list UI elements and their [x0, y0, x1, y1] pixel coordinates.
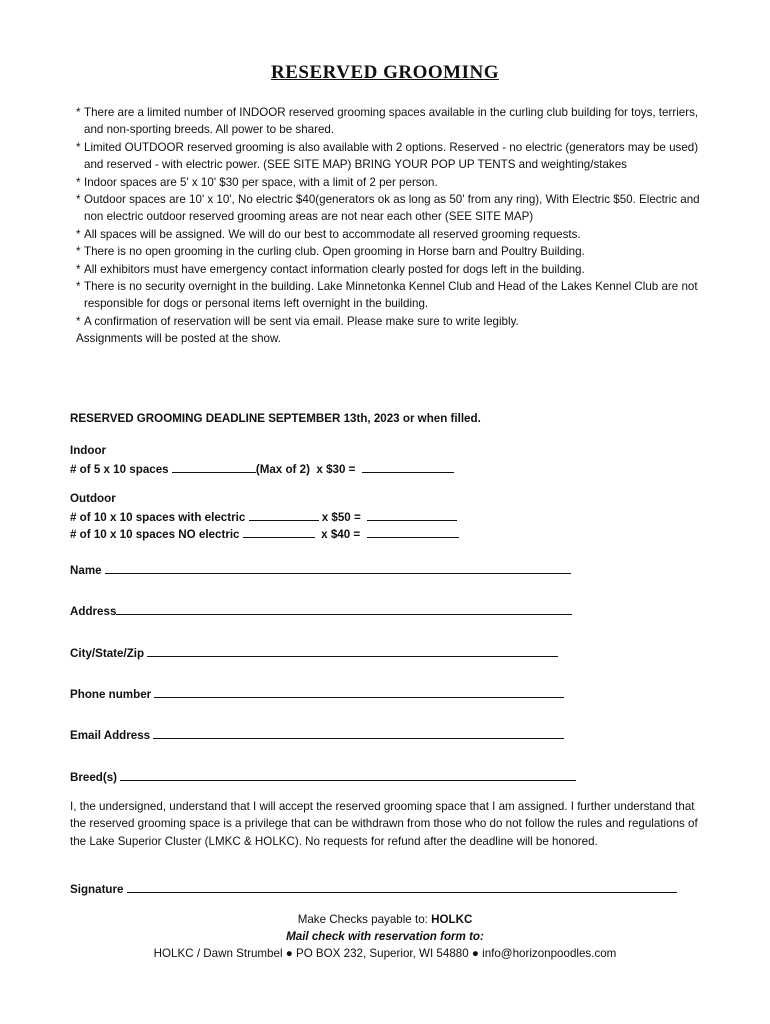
indoor-quantity-field[interactable] — [172, 461, 256, 473]
deadline-heading: RESERVED GROOMING DEADLINE SEPTEMBER 13th, 2023 or when filled. — [70, 412, 481, 425]
email-row: Email Address — [70, 727, 564, 742]
checks-payable-line: Make Checks payable to: HOLKC — [297, 913, 473, 926]
address-field[interactable] — [116, 603, 572, 615]
page-title: RESERVED GROOMING — [271, 62, 499, 83]
list-item: * All exhibitors must have emergency contact information clearly posted for dogs left in the building. — [76, 262, 585, 276]
email-field[interactable] — [153, 727, 564, 739]
outdoor-no-electric-line: # of 10 x 10 spaces NO electric x $40 = — [70, 526, 459, 541]
outdoor-label: Outdoor — [70, 492, 116, 505]
list-item: * Limited OUTDOOR reserved grooming is also available with 2 options. Reserved - no electric (generators may be used) and reserved - with electric power. (SEE SITE MAP) BRING YOUR POP UP TENTS and weighting/stakes — [76, 140, 699, 172]
name-field[interactable] — [105, 562, 571, 574]
list-item: * A confirmation of reservation will be sent via email. Please make sure to write legibly. — [76, 314, 519, 328]
city-row: City/State/Zip — [70, 645, 558, 660]
mailing-address-line: HOLKC / Dawn Strumbel ● PO BOX 232, Superior, WI 54880 ● info@horizonpoodles.com — [153, 947, 617, 960]
indoor-line: # of 5 x 10 spaces (Max of 2) x $30 = — [70, 461, 454, 476]
indoor-label: Indoor — [70, 444, 107, 457]
signature-field[interactable] — [127, 881, 677, 893]
list-item: * All spaces will be assigned. We will do our best to accommodate all reserved grooming requests. — [76, 227, 581, 241]
city-state-zip-field[interactable] — [147, 645, 558, 657]
assignments-note: Assignments will be posted at the show. — [76, 332, 281, 346]
mail-check-line: Mail check with reservation form to: — [286, 930, 484, 943]
outdoor-electric-quantity-field[interactable] — [249, 509, 319, 521]
list-item: * Indoor spaces are 5' x 10' $30 per space, with a limit of 2 per person. — [76, 175, 438, 189]
phone-row: Phone number — [70, 686, 564, 701]
phone-field[interactable] — [154, 686, 564, 698]
signature-row: Signature — [70, 881, 677, 896]
list-item: * There is no open grooming in the curling club. Open grooming in Horse barn and Poultry Building. — [76, 245, 585, 259]
breed-field[interactable] — [120, 769, 576, 781]
name-row: Name — [70, 562, 571, 577]
outdoor-no-electric-quantity-field[interactable] — [243, 526, 315, 538]
address-row: Address — [70, 603, 572, 618]
indoor-total-field[interactable] — [362, 461, 454, 473]
agreement-text: I, the undersigned, understand that I will accept the reserved grooming space that I am assigned. I further understand that the reserved grooming space is a privilege that can be withdrawn from those who do not follow the rules and regulations of the Lake Superior Cluster (LMKC & HOLKC). No requests for refund after the deadline will be honored. — [70, 800, 698, 848]
rules-list — [76, 104, 716, 348]
outdoor-no-electric-total-field[interactable] — [367, 526, 459, 538]
outdoor-electric-total-field[interactable] — [367, 509, 457, 521]
breed-row: Breed(s) — [70, 769, 576, 784]
outdoor-electric-line: # of 10 x 10 spaces with electric x $50 = — [70, 509, 457, 524]
list-item: * Outdoor spaces are 10' x 10', No electric $40(generators ok as long as 50' from any ring), With Electric $50. Electric and non electric outdoor reserved grooming areas are not near each other (SEE SITE MAP) — [76, 193, 700, 224]
list-item: * There are a limited number of INDOOR reserved grooming spaces available in the curling club building for toys, terriers, and non-sporting breeds. All power to be shared. — [76, 106, 699, 137]
list-item: * There is no security overnight in the building. Lake Minnetonka Kennel Club and Head of the Lakes Kennel Club are not responsible for dogs or personal items left overnight in the building. — [76, 280, 698, 311]
